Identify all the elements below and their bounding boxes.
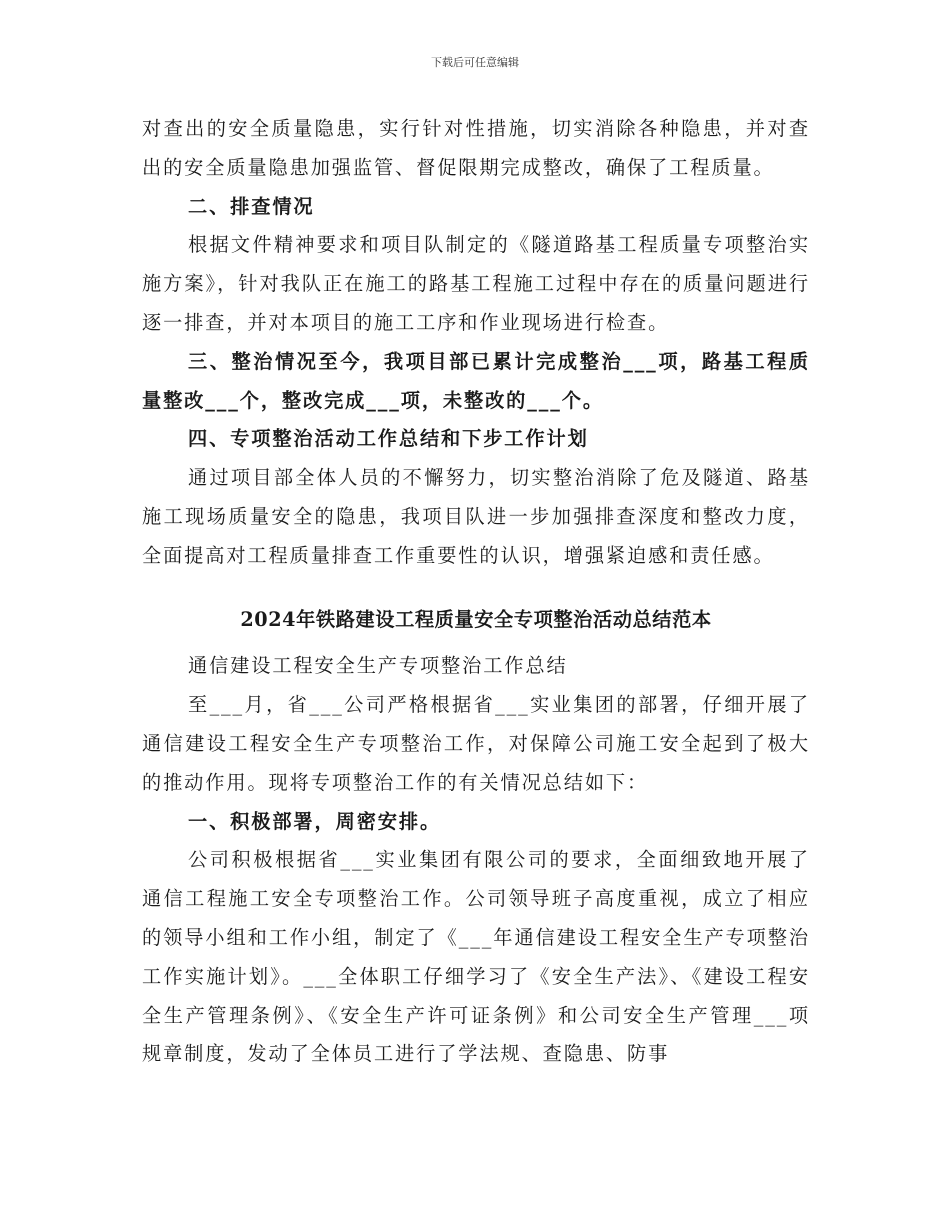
paragraph: 至___月，省___公司严格根据省___实业集团的部署，仔细开展了通信建设工程安全生产专项整治工作，对保障公司施工安全起到了极大的推动作用。现将专项整治工作的有关情况总结如下： bbox=[142, 693, 810, 794]
paragraph: 对查出的安全质量隐患，实行针对性措施，切实消除各种隐患，并对查出的安全质量隐患加强监管、督促限期完成整改，确保了工程质量。 bbox=[142, 117, 810, 179]
paragraph: 通过项目部全体人员的不懈努力，切实整治消除了危及隧道、路基施工现场质量安全的隐患，我项目队进一步加强排查深度和整改力度，全面提高对工程质量排查工作重要性的认识，增强紧迫感和责任感。 bbox=[142, 466, 810, 567]
page-header: 下载后可任意编辑 bbox=[431, 56, 519, 69]
subtitle: 通信建设工程安全生产专项整治工作总结 bbox=[188, 654, 568, 678]
document-body bbox=[142, 110, 810, 1074]
section-heading: 二、排查情况 bbox=[188, 194, 315, 218]
section-heading: 三、整治情况至今，我项目部已累计完成整治___项，路基工程质量整改___个，整改完成___项，未整改的___个。 bbox=[142, 349, 810, 412]
section-heading: 四、专项整治活动工作总结和下步工作计划 bbox=[188, 427, 589, 451]
paragraph: 公司积极根据省___实业集团有限公司的要求，全面细致地开展了通信工程施工安全专项整治工作。公司领导班子高度重视，成立了相应的领导小组和工作小组，制定了《___年通信建设工程安全生产专项整治工作实施计划》。___全体职工仔细学习了《安全生产法》、《建设工程安全生产管理条例》、《安全生产许可证条例》和公司安全生产管理___项规章制度，发动了全体员工进行了学法规、查隐患、防事 bbox=[142, 848, 810, 1066]
section-heading: 一、积极部署，周密安排。 bbox=[188, 809, 442, 833]
paragraph: 根据文件精神要求和项目队制定的《隧道路基工程质量专项整治实施方案》，针对我队正在施工的路基工程施工过程中存在的质量问题进行逐一排查，并对本项目的施工工序和作业现场进行检查。 bbox=[142, 233, 810, 334]
document-title: 2024年铁路建设工程质量安全专项整治活动总结范本 bbox=[240, 607, 712, 631]
